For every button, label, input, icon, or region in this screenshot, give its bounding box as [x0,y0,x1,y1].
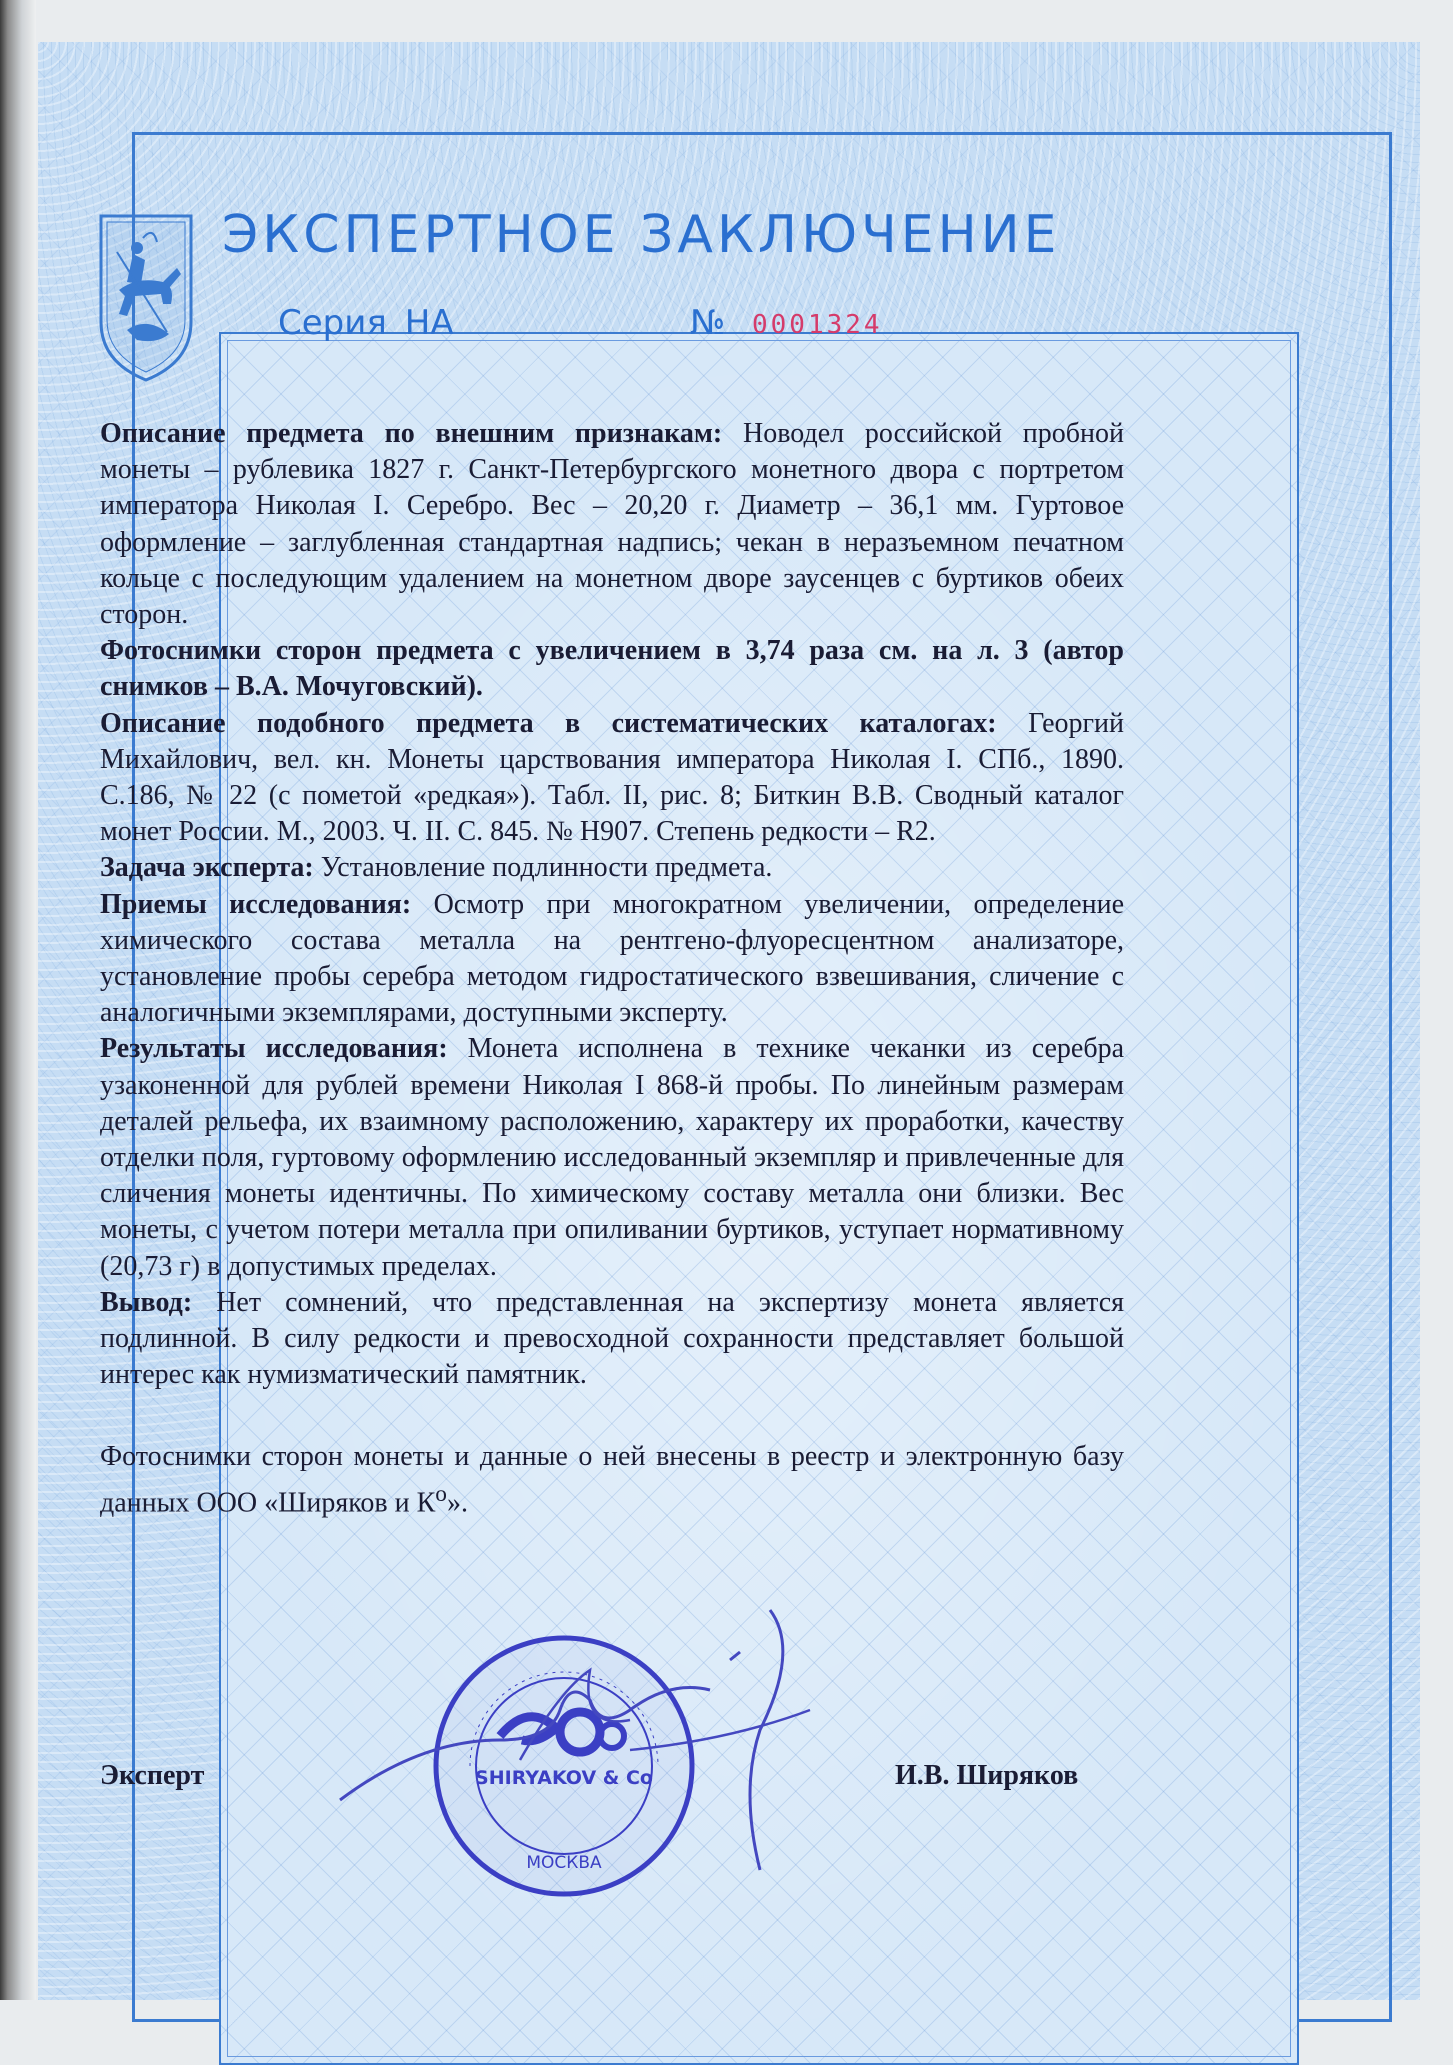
section-label: Приемы исследования: [100,888,412,920]
section-conclusion [100,1285,1124,1394]
certificate-body [100,416,1124,1521]
registry-end: ». [446,1487,468,1519]
stamp-center-text: SHIRYAKOV & Co [475,1767,653,1789]
section-text: Осмотр при многократном увеличении, определение химического состава металла на рентгено-флуоресцентном анализаторе, установление пробы серебра методом гидростатического взвешивания, сличение с аналогичными экземплярами, доступными эксперту. [100,888,1124,1029]
section-text: Новодел российской пробной монеты – рублевика 1827 г. Санкт-Петербургского монетного двора с портретом императора Николая I. Серебро. Вес – 20,20 г. Диаметр – 36,1 мм. Гуртовое оформление – заглубленная стандартная надпись; чекан в неразъемном печатном кольце с последующим удалением на монетном дворе заусенцев с буртиков обеих сторон. [100,418,1125,631]
expert-name: И.В. Ширяков [895,1760,1079,1791]
section-label: Фотоснимки сторон предмета с увеличением в 3,74 раза см. на л. 3 (автор снимков – В.А. Мочуговский). [100,635,1124,703]
certificate-title: ЭКСПЕРТНОЕ ЗАКЛЮЧЕНИЕ [222,205,1061,265]
scan-edge-shade [22,0,36,2000]
section-text: Монета исполнена в технике чеканки из серебра узаконенной для рублей времени Николая I 868-й пробы. По линейным размерам деталей рельефа, их взаимному расположению, характеру их проработки, качеству отделки поля, гуртовому оформлению исследованный экземпляр и привлеченные для сличения монеты идентичны. По химическому составу металла они близки. Вес монеты, с учетом потери металла при опиливании буртиков, уступает нормативному (20,73 г) в допустимых пределах. [100,1033,1124,1282]
section-label: Задача эксперта: [100,852,314,884]
scan-edge [0,0,22,2000]
section-label: Результаты исследования: [100,1033,448,1065]
series-label: Серия [278,303,387,343]
expert-signature [330,1590,890,1890]
section-methods [100,887,1124,1032]
section-label: Вывод: [100,1286,193,1318]
series-line [278,303,454,343]
section-photos [100,633,1124,705]
section-text: Нет сомнений, что представленная на экспертизу монета является подлинной. В силу редкости и превосходной сохранности представляет большой интерес как нумизматический памятник. [100,1286,1124,1391]
series-value: НА [404,303,454,343]
moscow-coat-of-arms-icon [97,212,195,384]
section-text: Установление подлинности предмета. [313,852,773,884]
section-label: Описание предмета по внешним признакам: [100,418,723,449]
spacer [100,1393,1124,1439]
section-results [100,1031,1124,1284]
certificate-number: 0001324 [752,310,883,340]
section-label: Описание подобного предмета в систематических каталогах: [100,707,997,739]
section-appearance [100,416,1124,633]
section-task [100,850,1124,886]
section-text: Георгий Михайлович, вел. кн. Монеты царствования императора Николая I. СПб., 1890. С.186, № 22 (с пометой «редкая»). Табл. II, рис. 8; Биткин В.В. Сводный каталог монет России. М., 2003. Ч. II. С. 845. № Н907. Степень редкости – R2. [100,707,1124,848]
section-catalogues [100,706,1124,851]
expert-label: Эксперт [100,1760,205,1791]
registry-text: Фотоснимки сторон монеты и данные о ней внесены в реестр и электронную базу данных ООО «Ширяков и К [100,1441,1124,1519]
number-label: № [690,303,726,343]
registry-superscript: о [435,1480,447,1507]
stamp-city: МОСКВА [526,1853,602,1873]
registry-note [100,1439,1124,1521]
